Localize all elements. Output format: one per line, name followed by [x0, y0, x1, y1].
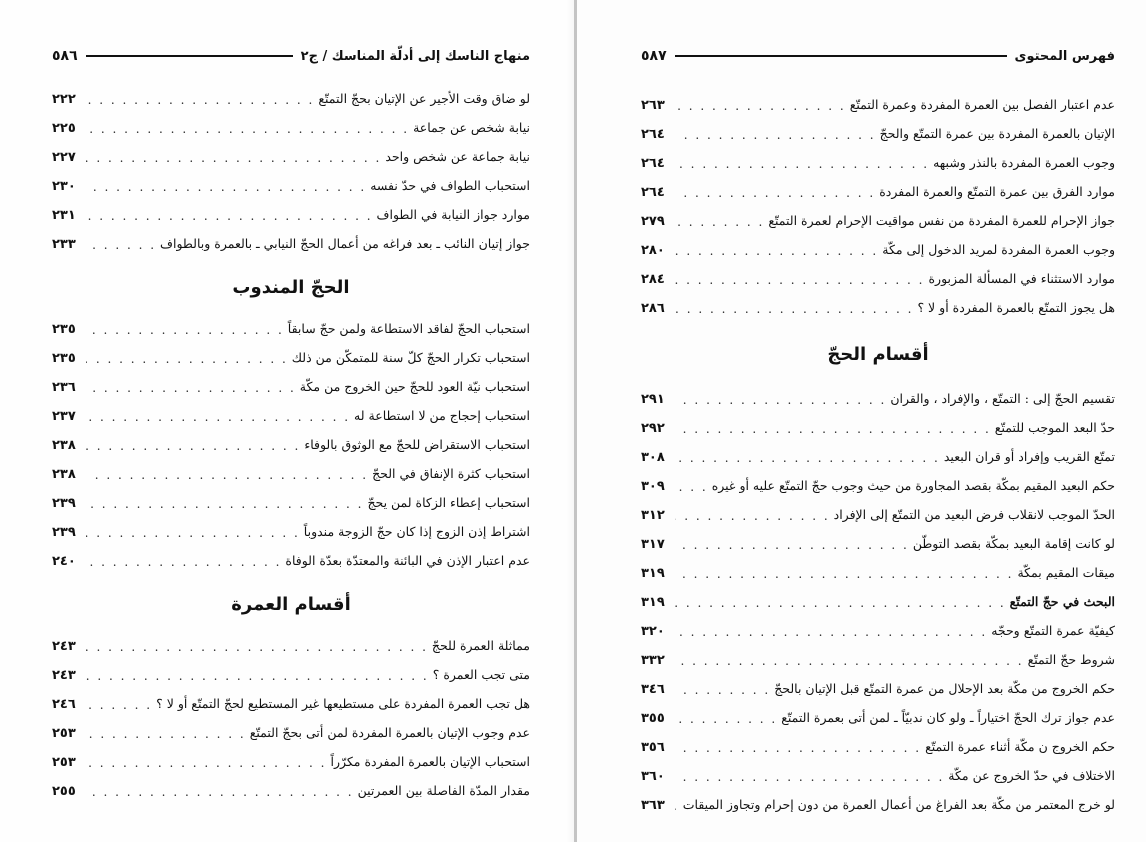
section-heading: الحجّ المندوب [232, 276, 350, 298]
toc-entry[interactable]: الإتيان بالعمرة المفردة بين عمرة التمتّع والحجّ . . . ٢٦٤ [641, 120, 1115, 149]
toc-entry[interactable]: عدم اعتبار الفصل بين العمرة المفردة وعمرة التمتّع . . . ٢٦٣ [641, 91, 1115, 120]
toc-entry[interactable]: وجوب العمرة المفردة لمريد الدخول إلى مكّة . . . ٢٨٠ [641, 236, 1115, 265]
page-number: ٥٨٧ [641, 48, 667, 64]
toc-entry[interactable]: مقدار المدّة الفاصلة بين العمرتين . . . ٢٥٥ [52, 777, 530, 806]
toc-entry[interactable]: تقسيم الحجّ إلى : التمتّع ، والإفراد ، والقران . . . ٢٩١ [641, 385, 1115, 414]
toc-entry[interactable]: موارد جواز النيابة في الطواف . . . ٢٣١ [52, 201, 530, 230]
toc-entry[interactable]: مماثلة العمرة للحجّ . . . ٢٤٣ [52, 632, 530, 661]
right-page-header [641, 44, 1115, 68]
page-number: ٥٨٦ [52, 48, 78, 64]
toc-entry[interactable]: متى تجب العمرة ؟ . . . ٢٤٣ [52, 661, 530, 690]
toc-entry[interactable]: استحباب الحجّ لفاقد الاستطاعة ولمن حجّ سابقاً . . . ٢٣٥ [52, 315, 530, 344]
toc-entry[interactable]: حكم الخروج ن مكّة أثناء عمرة التمتّع . . . ٣٥٦ [641, 733, 1115, 762]
toc-subheading-entry[interactable]: البحث في حجّ التمتّع . . . ٣١٩ [641, 588, 1115, 617]
toc-list [52, 85, 530, 806]
toc-entry[interactable]: الحدّ الموجب لانقلاب فرض البعيد من التمتّع إلى الإفراد . . . ٣١٢ [641, 501, 1115, 530]
toc-entry[interactable]: عدم وجوب الإتيان بالعمرة المفردة لمن أتى بحجّ التمتّع . . . ٢٥٣ [52, 719, 530, 748]
toc-entry[interactable]: ميقات المقيم بمكّة . . . ٣١٩ [641, 559, 1115, 588]
section-heading: أقسام الحجّ [827, 343, 929, 365]
toc-entry[interactable]: حكم الخروج من مكّة بعد الإحلال من عمرة التمتّع قبل الإتيان بالحجّ . . . ٣٤٦ [641, 675, 1115, 704]
toc-entry[interactable]: حدّ البعد الموجب للتمتّع . . . ٢٩٢ [641, 414, 1115, 443]
running-title: منهاج الناسك إلى أدلّة المناسك / ج٢ [300, 48, 530, 64]
gutter-shadow [566, 0, 574, 842]
toc-entry[interactable]: موارد الاستثناء في المسألة المزبورة . . . ٢٨٤ [641, 265, 1115, 294]
header-rule [86, 55, 293, 57]
toc-entry[interactable]: نيابة شخص عن جماعة . . . ٢٢٥ [52, 114, 530, 143]
running-title: فهرس المحتوى [1014, 48, 1115, 64]
toc-entry[interactable]: لو ضاق وقت الأجير عن الإتيان بحجّ التمتّع . . . ٢٢٢ [52, 85, 530, 114]
toc-entry[interactable]: استحباب إعطاء الزكاة لمن يحجّ . . . ٢٣٩ [52, 489, 530, 518]
toc-entry[interactable]: استحباب نيّة العود للحجّ حين الخروج من مكّة . . . ٢٣٦ [52, 373, 530, 402]
toc-entry[interactable]: كيفيّة عمرة التمتّع وحجّه . . . ٣٢٠ [641, 617, 1115, 646]
header-rule [675, 55, 1007, 57]
toc-entry[interactable]: لو كانت إقامة البعيد بمكّة بقصد التوطّن . . . ٣١٧ [641, 530, 1115, 559]
toc-list [641, 91, 1115, 820]
section-heading: أقسام العمرة [231, 593, 351, 615]
toc-entry[interactable]: لو خرج المعتمر من مكّة بعد الفراغ من أعمال العمرة من دون إحرام وتجاوز الميقات . . . ٣٦٣ [641, 791, 1115, 820]
toc-entry[interactable]: تمتّع القريب وإفراد أو قران البعيد . . . ٣٠٨ [641, 443, 1115, 472]
toc-entry[interactable]: نيابة جماعة عن شخص واحد . . . ٢٢٧ [52, 143, 530, 172]
toc-entry[interactable]: جواز الإحرام للعمرة المفردة من نفس مواقيت الإحرام لعمرة التمتّع . . . ٢٧٩ [641, 207, 1115, 236]
toc-entry[interactable]: حكم البعيد المقيم بمكّة بقصد المجاورة من حيث وجوب حجّ التمتّع عليه أو غيره . . . ٣٠٩ [641, 472, 1115, 501]
toc-entry[interactable]: موارد الفرق بين عمرة التمتّع والعمرة المفردة . . . ٢٦٤ [641, 178, 1115, 207]
toc-entry[interactable]: استحباب الطواف في حدّ نفسه . . . ٢٣٠ [52, 172, 530, 201]
right-page [577, 0, 1146, 842]
toc-entry[interactable]: هل تجب العمرة المفردة على مستطيعها غير المستطيع لحجّ التمتّع أو لا ؟ . . . ٢٤٦ [52, 690, 530, 719]
toc-entry[interactable]: عدم اعتبار الإذن في البائنة والمعتدّة بعدّة الوفاة . . . ٢٤٠ [52, 547, 530, 576]
toc-entry[interactable]: اشتراط إذن الزوج إذا كان حجّ الزوجة مندوباً . . . ٢٣٩ [52, 518, 530, 547]
toc-entry[interactable]: استحباب الإتيان بالعمرة المفردة مكرّراً . . . ٢٥٣ [52, 748, 530, 777]
left-page-header [52, 44, 530, 68]
toc-entry[interactable]: جواز إتيان النائب ـ بعد فراغه من أعمال الحجّ النيابي ـ بالعمرة وبالطواف . . . ٢٣٣ [52, 230, 530, 259]
toc-entry[interactable]: هل يجوز التمتّع بالعمرة المفردة أو لا ؟ . . . ٢٨٦ [641, 294, 1115, 323]
toc-entry[interactable]: الاختلاف في حدّ الخروج عن مكّة . . . ٣٦٠ [641, 762, 1115, 791]
toc-entry[interactable]: استحباب كثرة الإنفاق في الحجّ . . . ٢٣٨ [52, 460, 530, 489]
toc-entry[interactable]: استحباب إحجاج من لا استطاعة له . . . ٢٣٧ [52, 402, 530, 431]
toc-entry[interactable]: عدم جواز ترك الحجّ اختياراً ـ ولو كان ندبيّاً ـ لمن أتى بعمرة التمتّع . . . ٣٥٥ [641, 704, 1115, 733]
toc-entry[interactable]: استحباب الاستقراض للحجّ مع الوثوق بالوفاء . . . ٢٣٨ [52, 431, 530, 460]
toc-entry[interactable]: وجوب العمرة المفردة بالنذر وشبهه . . . ٢٦٤ [641, 149, 1115, 178]
toc-entry[interactable]: شروط حجّ التمتّع . . . ٣٣٢ [641, 646, 1115, 675]
toc-entry[interactable]: استحباب تكرار الحجّ كلّ سنة للمتمكّن من ذلك . . . ٢٣٥ [52, 344, 530, 373]
